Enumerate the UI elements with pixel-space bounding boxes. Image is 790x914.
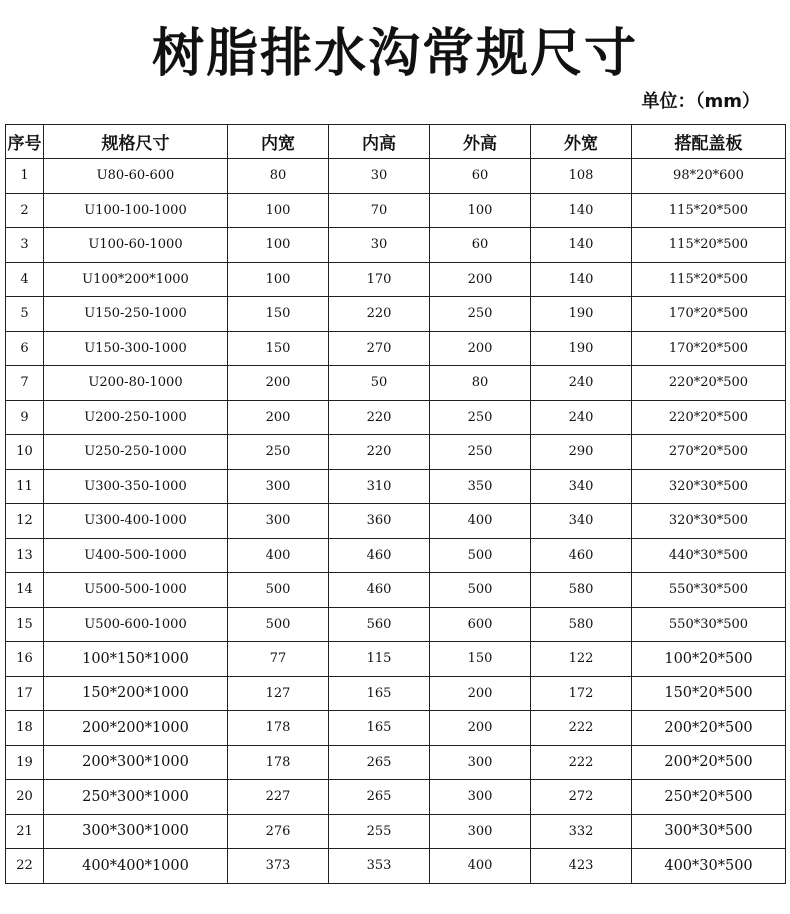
cell-index: 7 <box>6 366 44 401</box>
cell-spec: U150-250-1000 <box>44 297 228 332</box>
cell-cover-plate: 320*30*500 <box>632 504 786 539</box>
cell-cover-plate: 220*20*500 <box>632 366 786 401</box>
cell-outer-width: 423 <box>531 849 632 884</box>
cell-inner-height: 255 <box>329 814 430 849</box>
cell-inner-height: 165 <box>329 676 430 711</box>
cell-outer-height: 250 <box>430 400 531 435</box>
cell-outer-width: 580 <box>531 573 632 608</box>
cell-outer-height: 200 <box>430 331 531 366</box>
cell-cover-plate: 320*30*500 <box>632 469 786 504</box>
cell-cover-plate: 200*20*500 <box>632 745 786 780</box>
cell-outer-height: 80 <box>430 366 531 401</box>
cell-inner-height: 220 <box>329 435 430 470</box>
cell-inner-width: 227 <box>228 780 329 815</box>
cell-inner-height: 265 <box>329 780 430 815</box>
table-row <box>6 711 786 746</box>
cell-inner-height: 165 <box>329 711 430 746</box>
cell-inner-width: 80 <box>228 159 329 194</box>
cell-inner-width: 500 <box>228 573 329 608</box>
cell-spec: 400*400*1000 <box>44 849 228 884</box>
cell-inner-width: 500 <box>228 607 329 642</box>
cell-inner-width: 200 <box>228 366 329 401</box>
cell-inner-height: 360 <box>329 504 430 539</box>
cell-outer-width: 332 <box>531 814 632 849</box>
cell-outer-height: 250 <box>430 297 531 332</box>
cell-spec: 100*150*1000 <box>44 642 228 677</box>
cell-spec: U100-100-1000 <box>44 193 228 228</box>
header-inner-height: 内高 <box>329 125 430 159</box>
table-row <box>6 504 786 539</box>
cell-inner-height: 310 <box>329 469 430 504</box>
table-row <box>6 400 786 435</box>
cell-inner-height: 70 <box>329 193 430 228</box>
cell-outer-height: 150 <box>430 642 531 677</box>
cell-outer-width: 140 <box>531 228 632 263</box>
table-row <box>6 366 786 401</box>
cell-outer-width: 460 <box>531 538 632 573</box>
cell-index: 12 <box>6 504 44 539</box>
cell-outer-height: 60 <box>430 159 531 194</box>
cell-cover-plate: 220*20*500 <box>632 400 786 435</box>
cell-inner-height: 265 <box>329 745 430 780</box>
cell-outer-height: 200 <box>430 711 531 746</box>
cell-spec: U500-600-1000 <box>44 607 228 642</box>
cell-index: 14 <box>6 573 44 608</box>
cell-inner-height: 270 <box>329 331 430 366</box>
cell-inner-height: 560 <box>329 607 430 642</box>
cell-inner-height: 170 <box>329 262 430 297</box>
table-header <box>6 125 786 159</box>
page-title: 树脂排水沟常规尺寸 <box>151 24 638 84</box>
cell-spec: U300-400-1000 <box>44 504 228 539</box>
cell-index: 9 <box>6 400 44 435</box>
cell-inner-width: 200 <box>228 400 329 435</box>
table-row <box>6 262 786 297</box>
cell-spec: U400-500-1000 <box>44 538 228 573</box>
table-row <box>6 538 786 573</box>
cell-index: 17 <box>6 676 44 711</box>
cell-cover-plate: 115*20*500 <box>632 262 786 297</box>
cell-outer-height: 400 <box>430 849 531 884</box>
cell-cover-plate: 550*30*500 <box>632 607 786 642</box>
cell-inner-width: 100 <box>228 228 329 263</box>
cell-inner-height: 220 <box>329 400 430 435</box>
table-row <box>6 228 786 263</box>
cell-spec: 200*300*1000 <box>44 745 228 780</box>
cell-outer-height: 60 <box>430 228 531 263</box>
table-body <box>6 159 786 884</box>
cell-outer-width: 340 <box>531 469 632 504</box>
cell-inner-width: 400 <box>228 538 329 573</box>
cell-spec: 300*300*1000 <box>44 814 228 849</box>
cell-spec: U80-60-600 <box>44 159 228 194</box>
cell-cover-plate: 200*20*500 <box>632 711 786 746</box>
cell-outer-width: 172 <box>531 676 632 711</box>
cell-inner-width: 150 <box>228 331 329 366</box>
table-row <box>6 469 786 504</box>
cell-cover-plate: 270*20*500 <box>632 435 786 470</box>
cell-spec: U150-300-1000 <box>44 331 228 366</box>
header-spec: 规格尺寸 <box>44 125 228 159</box>
cell-outer-width: 240 <box>531 366 632 401</box>
cell-inner-width: 250 <box>228 435 329 470</box>
cell-spec: U500-500-1000 <box>44 573 228 608</box>
cell-index: 13 <box>6 538 44 573</box>
spec-table <box>5 124 786 884</box>
table-row <box>6 435 786 470</box>
cell-spec: U100*200*1000 <box>44 262 228 297</box>
cell-cover-plate: 170*20*500 <box>632 331 786 366</box>
header-outer-height: 外高 <box>430 125 531 159</box>
cell-cover-plate: 170*20*500 <box>632 297 786 332</box>
cell-outer-width: 108 <box>531 159 632 194</box>
cell-inner-width: 300 <box>228 469 329 504</box>
header-outer-width: 外宽 <box>531 125 632 159</box>
cell-outer-width: 190 <box>531 297 632 332</box>
cell-inner-width: 100 <box>228 262 329 297</box>
cell-index: 2 <box>6 193 44 228</box>
table-row <box>6 814 786 849</box>
cell-cover-plate: 115*20*500 <box>632 193 786 228</box>
table-row <box>6 297 786 332</box>
cell-outer-width: 290 <box>531 435 632 470</box>
cell-inner-height: 50 <box>329 366 430 401</box>
cell-outer-height: 500 <box>430 538 531 573</box>
cell-cover-plate: 250*20*500 <box>632 780 786 815</box>
cell-outer-width: 190 <box>531 331 632 366</box>
cell-inner-width: 373 <box>228 849 329 884</box>
cell-inner-height: 30 <box>329 159 430 194</box>
cell-outer-height: 600 <box>430 607 531 642</box>
cell-index: 19 <box>6 745 44 780</box>
cell-outer-height: 200 <box>430 676 531 711</box>
table-row <box>6 642 786 677</box>
header-index: 序号 <box>6 125 44 159</box>
cell-inner-height: 353 <box>329 849 430 884</box>
cell-inner-width: 300 <box>228 504 329 539</box>
cell-outer-width: 222 <box>531 745 632 780</box>
cell-cover-plate: 400*30*500 <box>632 849 786 884</box>
cell-outer-width: 340 <box>531 504 632 539</box>
cell-spec: U200-250-1000 <box>44 400 228 435</box>
cell-index: 1 <box>6 159 44 194</box>
cell-outer-width: 222 <box>531 711 632 746</box>
cell-outer-height: 250 <box>430 435 531 470</box>
cell-inner-width: 178 <box>228 745 329 780</box>
cell-index: 4 <box>6 262 44 297</box>
cell-index: 18 <box>6 711 44 746</box>
unit-label: 单位：（mm） <box>641 91 760 112</box>
cell-inner-height: 460 <box>329 573 430 608</box>
cell-inner-height: 220 <box>329 297 430 332</box>
header-row <box>6 125 786 159</box>
cell-index: 21 <box>6 814 44 849</box>
table-row <box>6 676 786 711</box>
cell-index: 10 <box>6 435 44 470</box>
cell-index: 15 <box>6 607 44 642</box>
cell-inner-width: 150 <box>228 297 329 332</box>
cell-outer-width: 140 <box>531 262 632 297</box>
table-row <box>6 745 786 780</box>
cell-outer-width: 580 <box>531 607 632 642</box>
cell-spec: 200*200*1000 <box>44 711 228 746</box>
cell-inner-width: 100 <box>228 193 329 228</box>
cell-index: 22 <box>6 849 44 884</box>
table-row <box>6 607 786 642</box>
cell-spec: U100-60-1000 <box>44 228 228 263</box>
cell-inner-height: 30 <box>329 228 430 263</box>
table-row <box>6 159 786 194</box>
cell-cover-plate: 115*20*500 <box>632 228 786 263</box>
cell-outer-height: 350 <box>430 469 531 504</box>
cell-inner-width: 276 <box>228 814 329 849</box>
cell-cover-plate: 98*20*600 <box>632 159 786 194</box>
cell-index: 5 <box>6 297 44 332</box>
cell-outer-width: 240 <box>531 400 632 435</box>
cell-outer-width: 140 <box>531 193 632 228</box>
header-cover-plate: 搭配盖板 <box>632 125 786 159</box>
table-row <box>6 573 786 608</box>
table-row <box>6 331 786 366</box>
table-row <box>6 849 786 884</box>
cell-index: 6 <box>6 331 44 366</box>
cell-index: 11 <box>6 469 44 504</box>
cell-outer-height: 500 <box>430 573 531 608</box>
cell-index: 3 <box>6 228 44 263</box>
cell-outer-height: 300 <box>430 745 531 780</box>
cell-inner-width: 77 <box>228 642 329 677</box>
cell-index: 16 <box>6 642 44 677</box>
cell-spec: U300-350-1000 <box>44 469 228 504</box>
cell-outer-height: 400 <box>430 504 531 539</box>
cell-cover-plate: 440*30*500 <box>632 538 786 573</box>
cell-spec: U200-80-1000 <box>44 366 228 401</box>
table-row <box>6 193 786 228</box>
cell-cover-plate: 150*20*500 <box>632 676 786 711</box>
cell-outer-height: 200 <box>430 262 531 297</box>
cell-spec: 150*200*1000 <box>44 676 228 711</box>
cell-inner-width: 178 <box>228 711 329 746</box>
cell-cover-plate: 550*30*500 <box>632 573 786 608</box>
cell-outer-width: 122 <box>531 642 632 677</box>
cell-outer-height: 100 <box>430 193 531 228</box>
cell-index: 20 <box>6 780 44 815</box>
cell-outer-height: 300 <box>430 814 531 849</box>
cell-outer-height: 300 <box>430 780 531 815</box>
cell-inner-height: 115 <box>329 642 430 677</box>
header-inner-width: 内宽 <box>228 125 329 159</box>
cell-cover-plate: 100*20*500 <box>632 642 786 677</box>
cell-outer-width: 272 <box>531 780 632 815</box>
cell-spec: U250-250-1000 <box>44 435 228 470</box>
cell-inner-height: 460 <box>329 538 430 573</box>
cell-spec: 250*300*1000 <box>44 780 228 815</box>
cell-inner-width: 127 <box>228 676 329 711</box>
table-row <box>6 780 786 815</box>
cell-cover-plate: 300*30*500 <box>632 814 786 849</box>
